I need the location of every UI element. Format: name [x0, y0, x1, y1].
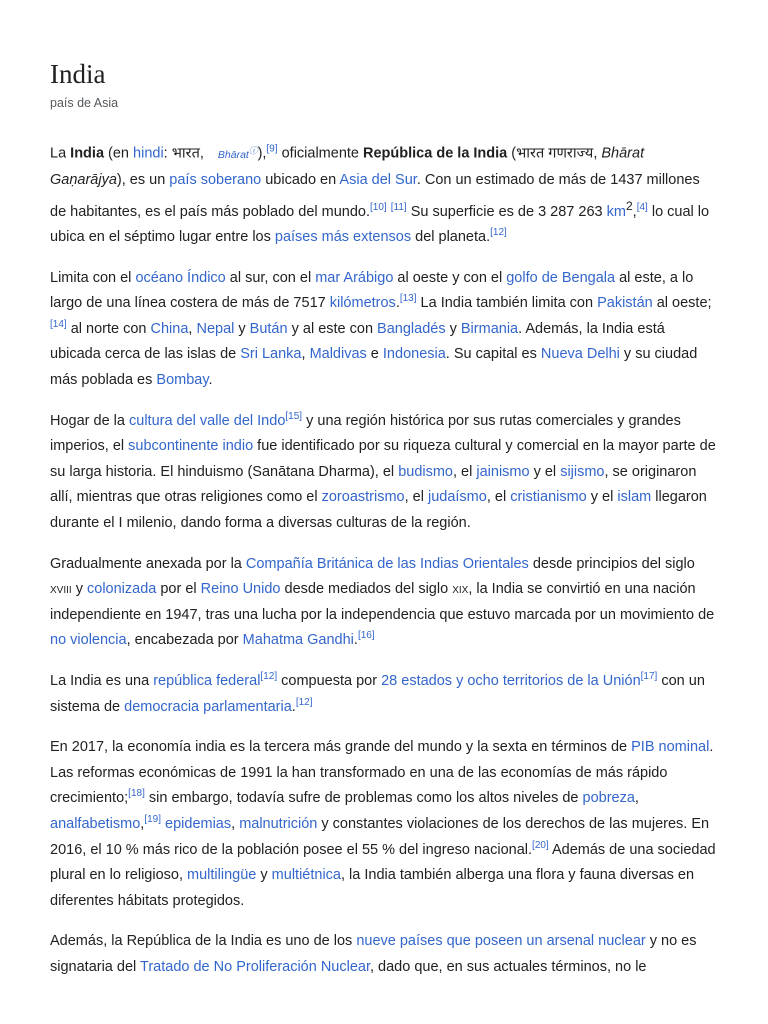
link-mar-arabigo[interactable]: mar Arábigo: [315, 269, 394, 286]
reference-16[interactable]: [16]: [357, 630, 375, 642]
text: desde mediados del siglo: [280, 581, 453, 598]
reference-15[interactable]: [15]: [285, 410, 303, 422]
link-judaismo[interactable]: judaísmo: [427, 489, 487, 506]
text: ,: [140, 815, 145, 832]
reference-18[interactable]: [18]: [128, 788, 145, 800]
link-estados-territorios[interactable]: 28 estados y ocho territorios de la Unión: [381, 673, 641, 690]
reference-4[interactable]: [4]: [636, 201, 648, 213]
text: y el: [529, 463, 561, 480]
text: lo cual lo ubica en el séptimo lugar entre los: [50, 203, 710, 246]
text: Además, la República de la India es uno de los: [50, 933, 357, 950]
text: y: [71, 581, 87, 598]
reference-14[interactable]: [14]: [50, 319, 67, 331]
link-banglades[interactable]: Bangladés: [377, 320, 446, 337]
reference-17[interactable]: [17]: [640, 671, 658, 683]
link-paises-extensos[interactable]: países más extensos: [274, 229, 412, 246]
link-butan[interactable]: Bután: [249, 320, 288, 337]
text: ), es un: [116, 172, 170, 189]
link-multilingue[interactable]: multilingüe: [187, 867, 257, 884]
link-valle-indo[interactable]: cultura del valle del Indo: [129, 412, 286, 429]
reference-19[interactable]: [19]: [144, 814, 161, 826]
text: y una región histórica por sus rutas comerciales y grandes imperios, el: [50, 412, 681, 455]
text: por el: [156, 581, 201, 598]
text: oficialmente: [277, 145, 364, 162]
paragraph-colonial: [50, 552, 718, 654]
text: y el: [586, 489, 618, 506]
text: al este, a lo largo de una línea costera de más de 7517: [50, 269, 694, 312]
text: .: [395, 295, 400, 312]
link-sijismo[interactable]: sijismo: [560, 463, 605, 480]
link-pakistan[interactable]: Pakistán: [597, 295, 653, 312]
link-tratado-no-proliferacion[interactable]: Tratado de No Proliferación Nuclear: [140, 958, 370, 975]
text: ,: [231, 815, 240, 832]
link-oceano-indico[interactable]: océano Índico: [135, 269, 226, 286]
link-subcontinente[interactable]: subcontinente indio: [128, 438, 254, 455]
ipa-text: Bhārat: [217, 148, 249, 161]
link-multietnica[interactable]: multiétnica: [271, 867, 341, 884]
link-arsenal-nuclear[interactable]: nueve países que poseen un arsenal nuclear: [356, 933, 646, 950]
page-subtitle: país de Asia: [50, 96, 119, 110]
link-mahatma-gandhi[interactable]: Mahatma Gandhi: [242, 632, 354, 649]
text: (भारत गणराज्य,: [507, 145, 602, 162]
text: y: [445, 320, 461, 337]
paragraph-economy: [50, 735, 718, 914]
link-compania-britanica[interactable]: Compañía Británica de las Indias Orientales: [245, 555, 529, 572]
ipa-pronunciation-link[interactable]: [217, 145, 258, 161]
reference-9[interactable]: [9]: [266, 143, 278, 155]
link-budismo[interactable]: budismo: [398, 463, 453, 480]
text: sin embargo, todavía sufre de problemas como los altos niveles de: [144, 790, 583, 807]
text: (en: [104, 145, 134, 162]
text: : भारत,: [163, 145, 204, 162]
text: La: [50, 145, 71, 162]
link-indonesia[interactable]: Indonesia: [382, 346, 446, 363]
text: , el: [404, 489, 428, 506]
text: Limita con el: [50, 269, 136, 286]
text: , la India también alberga una flora y fauna diversas en diferentes hábitats protegidos.: [50, 867, 695, 909]
text: fue identificado por su riqueza cultural y comercial en la mayor parte de su larga historia. El: [50, 438, 716, 480]
reference-12[interactable]: [12]: [295, 696, 313, 708]
text: .: [291, 698, 296, 715]
text: y: [256, 867, 272, 884]
text: y: [234, 320, 250, 337]
text: e: [366, 346, 383, 363]
text: . Además, la India está ubicada cerca de las islas de: [50, 320, 665, 363]
link-analfabetismo[interactable]: analfabetismo: [50, 815, 141, 832]
superscript: 2: [625, 198, 633, 213]
reference-10[interactable]: [10]: [370, 201, 387, 213]
link-democracia-parlamentaria[interactable]: democracia parlamentaria: [124, 698, 292, 715]
text: al sur, con el: [225, 269, 316, 286]
text: .: [208, 372, 213, 389]
link-zoroastrismo[interactable]: zoroastrismo: [321, 489, 405, 506]
paragraph-borders: [50, 266, 718, 394]
text: compuesta por: [277, 673, 382, 690]
bold-text: República de la India: [363, 145, 508, 162]
text: Su superficie es de 3 287 263: [406, 203, 607, 220]
link-maldivas[interactable]: Maldivas: [309, 346, 367, 363]
link-republica-federal[interactable]: república federal: [153, 673, 261, 690]
link-pais-soberano[interactable]: país soberano: [169, 172, 262, 189]
info-icon: ⓘ: [248, 145, 258, 155]
text: .: [353, 632, 358, 649]
link-nepal[interactable]: Nepal: [196, 320, 235, 337]
link-birmania[interactable]: Birmania: [460, 320, 519, 337]
link-hindi[interactable]: hindi: [133, 145, 164, 162]
paragraph-nuclear: [50, 929, 718, 980]
paragraph-history: [50, 409, 718, 537]
text: al oeste;: [652, 295, 712, 312]
text: Hogar de la: [50, 412, 129, 429]
text: La India es una: [50, 673, 154, 690]
link-no-violencia[interactable]: no violencia: [50, 632, 127, 649]
text: desde principios del siglo: [528, 555, 695, 572]
text: (Sanātana Dharma), el: [243, 463, 399, 480]
text: y su ciudad más poblada es: [50, 346, 698, 389]
link-epidemias[interactable]: epidemias: [165, 815, 232, 832]
text: Gradualmente anexada por la: [50, 555, 246, 572]
link-golfo-bengala[interactable]: golfo de Bengala: [506, 269, 616, 286]
text: llegaron durante el I milenio, dando forma a diversas culturas de la región.: [50, 489, 707, 532]
paragraph-government: [50, 669, 718, 720]
text: , el: [486, 489, 511, 506]
text: del planeta.: [411, 229, 491, 246]
text: , encabezada por: [126, 632, 243, 649]
reference-13[interactable]: [13]: [399, 293, 417, 305]
century-numeral: xix: [452, 581, 469, 598]
link-jainismo[interactable]: jainismo: [476, 463, 530, 480]
link-cristianismo[interactable]: cristianismo: [510, 489, 587, 506]
reference-12[interactable]: [12]: [490, 227, 507, 239]
link-pib-nominal[interactable]: PIB nominal: [631, 739, 710, 756]
text: y no es signataria del: [50, 933, 697, 975]
text: , dado que, en sus actuales términos, no le: [370, 958, 647, 975]
text: , se originaron allí, mientras que otras religiones como el: [50, 463, 697, 506]
reference-11[interactable]: [11]: [390, 201, 407, 213]
text: . Su capital es: [445, 346, 541, 363]
page-title: India: [50, 59, 106, 89]
text: , el: [453, 463, 477, 480]
text: ,: [632, 203, 637, 220]
paragraph-intro: [50, 138, 718, 251]
link-pobreza[interactable]: pobreza: [582, 790, 635, 807]
text: , la India se convirtió en una nación independiente en 1947, tras una lucha por la independencia que estuvo marcada por un movimiento de: [50, 581, 715, 623]
link-km[interactable]: km: [606, 203, 626, 220]
century-numeral: xviii: [50, 581, 72, 598]
link-colonizada[interactable]: colonizada: [87, 581, 157, 598]
link-asia-del-sur[interactable]: Asia del Sur: [339, 172, 417, 189]
text: con un sistema de: [50, 673, 705, 715]
link-islam[interactable]: islam: [617, 489, 652, 506]
text: ,: [301, 346, 310, 363]
text: ),: [257, 145, 267, 162]
link-kilometros[interactable]: kilómetros: [329, 295, 396, 312]
text: y constantes violaciones de los derechos de las mujeres. En 2016, el 10 % más rico de la población posee el 55 % del ingreso nacional.: [50, 815, 710, 858]
text: En 2017, la economía india es la tercera más grande del mundo y la sexta en términos de: [50, 739, 632, 756]
text: ,: [188, 320, 197, 337]
link-nueva-delhi[interactable]: Nueva Delhi: [540, 346, 620, 363]
reference-12[interactable]: [12]: [260, 671, 278, 683]
link-sri-lanka[interactable]: Sri Lanka: [240, 346, 302, 363]
text: al norte con: [66, 320, 151, 337]
text: y al este con: [287, 320, 378, 337]
reference-20[interactable]: [20]: [532, 839, 549, 851]
text: ubicado en: [261, 172, 340, 189]
link-hinduismo[interactable]: hinduismo: [177, 463, 244, 480]
link-reino-unido[interactable]: Reino Unido: [200, 581, 281, 598]
bold-text: India: [70, 145, 105, 162]
link-bombay[interactable]: Bombay: [156, 372, 209, 389]
text: al oeste y con el: [393, 269, 507, 286]
article-body: [50, 138, 718, 981]
text: Además de una sociedad plural en lo religioso,: [50, 841, 716, 884]
link-china[interactable]: China: [150, 320, 189, 337]
link-malnutricion[interactable]: malnutrición: [239, 815, 318, 832]
text: ,: [634, 790, 639, 807]
text: La India también limita con: [416, 295, 598, 312]
text: . Con un estimado de más de 1437 millones de habitantes, es el país más poblado del mundo.: [50, 172, 700, 220]
text: . Las reformas económicas de 1991 la han transformado en una de las economías de más rápido crecimiento;: [50, 739, 714, 807]
italic-text: Bhārat Gaṇarājya: [50, 145, 645, 189]
